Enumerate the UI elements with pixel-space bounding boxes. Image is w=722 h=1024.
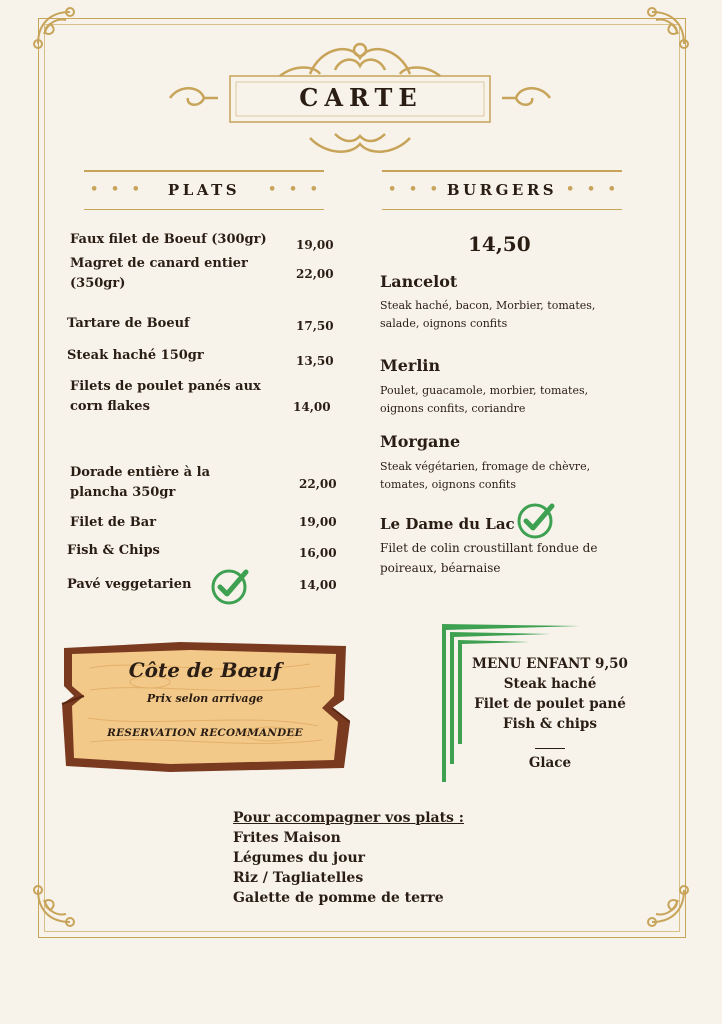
accompagnement-item: Légumes du jour: [233, 850, 365, 866]
menu-enfant-item: Fish & chips: [503, 716, 597, 732]
section-header-burgers: [382, 168, 622, 212]
corner-ornament-icon: [632, 870, 692, 930]
menu-enfant-title: MENU ENFANT 9,50: [472, 656, 628, 672]
plat-name: Filets de poulet panés aux corn flakes: [70, 379, 261, 414]
dots-left: • • •: [388, 182, 442, 197]
plat-name: Dorade entière à la plancha 350gr: [70, 465, 210, 500]
menu-enfant-dessert: Glace: [528, 755, 572, 771]
corner-ornament-icon: [632, 4, 692, 64]
plat-price: 16,00: [299, 546, 337, 560]
section-title-plats: PLATS: [167, 181, 241, 199]
burger-desc: Steak végétarien, fromage de chèvre, tomates, oignons confits: [380, 460, 591, 491]
cote-de-boeuf-title: Côte de Bœuf: [128, 658, 282, 682]
accompagnement-item: Frites Maison: [233, 830, 341, 846]
burger-desc: Poulet, guacamole, morbier, tomates, oignons confits, coriandre: [380, 384, 589, 415]
plat-name: Fish & Chips: [67, 543, 160, 558]
dots-right: • • •: [268, 182, 322, 197]
burger-desc: Steak haché, bacon, Morbier, tomates, salade, oignons confits: [380, 299, 596, 330]
veggie-check-icon: [210, 566, 250, 606]
burger-name: Morgane: [380, 432, 461, 451]
plat-name: Steak haché 150gr: [67, 348, 204, 363]
plat-name: Faux filet de Boeuf (300gr): [70, 232, 267, 247]
veggie-check-icon: [516, 500, 556, 540]
plat-price: 19,00: [299, 515, 337, 529]
plat-price: 17,50: [296, 319, 334, 333]
corner-ornament-icon: [30, 870, 90, 930]
plat-price: 19,00: [296, 238, 334, 252]
plat-name: Filet de Bar: [70, 515, 157, 530]
burger-name: Le Dame du Lac: [380, 515, 515, 533]
burger-name: Lancelot: [380, 272, 458, 291]
plat-price: 14,00: [293, 400, 331, 414]
plat-name: Magret de canard entier (350gr): [70, 256, 248, 291]
plat-price: 14,00: [299, 578, 337, 592]
accompagnement: [233, 808, 464, 908]
cote-de-boeuf-subtitle: Prix selon arrivage: [146, 692, 264, 705]
plat-name: Tartare de Boeuf: [67, 316, 190, 331]
dots-left: • • •: [90, 182, 144, 197]
plat-price: 13,50: [296, 354, 334, 368]
corner-ornament-icon: [30, 4, 90, 64]
burger-desc: Filet de colin croustillant fondue de poireaux, béarnaise: [380, 541, 598, 575]
accompagnement-item: Riz / Tagliatelles: [233, 870, 364, 886]
menu-enfant-separator: [535, 748, 565, 749]
menu-title: CARTE: [299, 83, 423, 112]
plat-price: 22,00: [296, 267, 334, 281]
section-header-plats: [84, 168, 324, 212]
burger-name: Merlin: [380, 356, 441, 375]
accompagnement-heading: Pour accompagner vos plats :: [233, 810, 464, 826]
section-title-burgers: BURGERS: [446, 181, 558, 199]
dots-right: • • •: [566, 182, 620, 197]
burger-price: 14,50: [468, 232, 531, 256]
reservation-note: RESERVATION RECOMMANDEE: [107, 727, 303, 739]
accompagnement-item: Galette de pomme de terre: [233, 890, 444, 906]
menu-enfant-item: Filet de poulet pané: [474, 696, 626, 712]
plat-name: Pavé veggetarien: [67, 577, 192, 592]
plat-price: 22,00: [299, 477, 337, 491]
menu-enfant-item: Steak haché: [503, 676, 597, 692]
menu-enfant: [462, 654, 638, 773]
